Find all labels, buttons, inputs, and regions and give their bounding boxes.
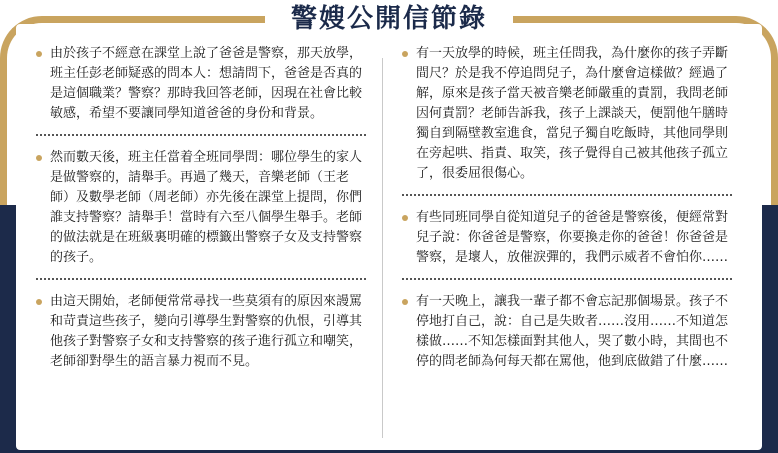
column-divider <box>382 58 383 438</box>
frame-side-right <box>771 80 778 205</box>
list-item: 有一天晚上，讓我一輩子都不會忘記那個場景。孩子不停地打自己，說：自己是失敗者……沒用……不知道怎樣做……不知怎樣面對其他人，哭了數小時，其間也不停的問老師為何每天都在罵他，他到底做錯了什麼…… <box>402 292 732 372</box>
page-title-wrapper <box>0 0 778 40</box>
list-item: 有些同班同學自從知道兒子的爸爸是警察後，便經常對兒子說：你爸爸是警察，你要換走你的爸爸！你爸爸是警察，是壞人，放催淚彈的，我們示威者不會怕你…… <box>402 208 732 268</box>
list-item: 有一天放學的時候，班主任問我，為什麼你的孩子弄斷間尺？於是我不停追問兒子，為什麼會這樣做？經過了解，原來是孩子當天被音樂老師嚴重的責罰，我問老師因何責罰？老師告訴我，孩子上課談天，便罰他午膳時獨自到隔壁教室進食，當兒子獨自吃飯時，其他同學則在旁起哄、指責、取笑，孩子覺得自己被其他孩子孤立了，很委屈很傷心。 <box>402 44 732 184</box>
dotted-divider <box>402 278 732 280</box>
list-item: 然而數天後，班主任當着全班同學問：哪位學生的家人是做警察的，請舉手。再過了幾天，音樂老師（王老師）及數學老師（周老師）亦先後在課堂上提問，你們誰支持警察？請舉手！當時有六至八個學生舉手。老師的做法就是在班級裏明確的標籤出警察子女及支持警察的孩子。 <box>36 148 366 268</box>
dotted-divider <box>402 194 732 196</box>
left-column <box>36 44 366 372</box>
list-item: 由這天開始，老師便常常尋找一些莫須有的原因來謾罵和苛責這些孩子，變向引導學生對警察的仇恨，引導其他孩子對警察子女和支持警察的孩子進行孤立和嘲笑，老師卻對學生的語言暴力視而不見。 <box>36 292 366 372</box>
list-item: 由於孩子不經意在課堂上說了爸爸是警察，那天放學，班主任彭老師疑惑的問本人：想請問下，爸爸是否真的是這個職業？警察？那時我回答老師，因現在社會比較敏感，希望不要讓同學知道爸爸的身份和背景。 <box>36 44 366 124</box>
dotted-divider <box>36 278 366 280</box>
right-column <box>402 44 732 372</box>
dotted-divider <box>36 134 366 136</box>
page-title: 警嫂公開信節錄 <box>277 0 501 38</box>
frame-side-left <box>0 80 7 205</box>
